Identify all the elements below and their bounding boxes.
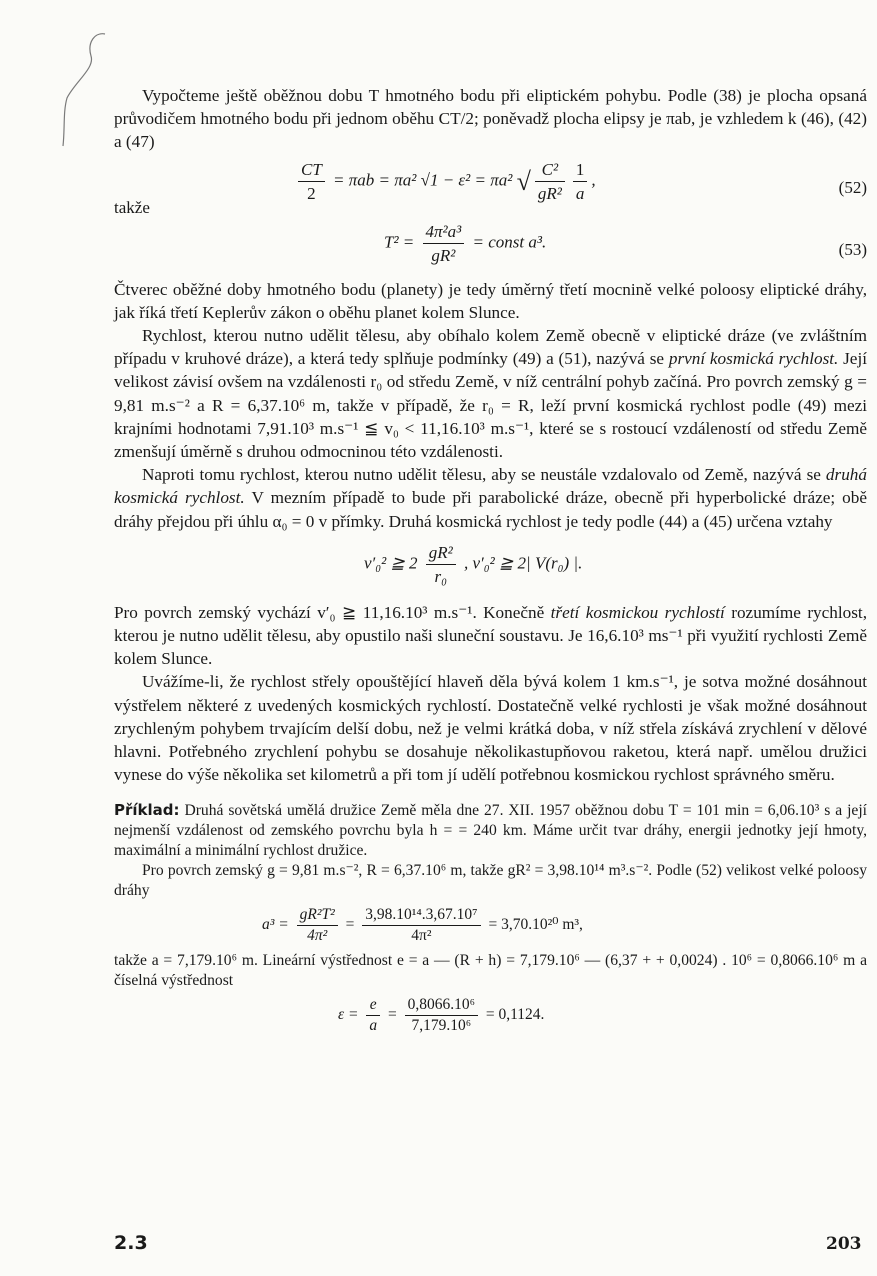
section-number: 2.3 [114,1232,148,1254]
equation-number-53: (53) [838,239,867,259]
page-number: 203 [826,1234,862,1254]
paragraph-second-cosmic: Naproti tomu rychlost, kterou nutno udělit tělesu, aby se neustále vzdalovalo od Země, nazývá se druhá kosmická rychlost. V mezním případě to bude při parabolické dráze, obecně při hyperbolické dráze; obě dráhy přejdou při úhlu α₀ = 0 v přímky. Druhá kosmická rychlost je tedy podle (44) a (45) určena vztahy [114,465,867,531]
paragraph-kepler: Čtverec oběžné doby hmotného bodu (planety) je tedy úměrný třetí mocnině velké poloosy eliptické dráhy, jak říká třetí Keplerův zákon o oběhu planet kolem Slunce. [114,279,867,322]
margin-pencil-mark [55,28,115,168]
label-takze: takže [114,197,150,217]
eq52-middle: = πab = πa² √1 − ε² = πa² [333,170,513,190]
paragraph-third-cosmic: Pro povrch zemský vychází v′₀ ≧ 11,16.10³ m.s⁻¹. Konečně třetí kosmickou rychlostí rozumíme rychlost, kterou je nutno udělit tělesu, aby opustilo naši sluneční soustavu. Je 16,6.10³ ms⁻¹ při využití rychlosti Země kolem Slunce. [114,602,868,669]
equation-53: T² = $\frac{\text{4π²a³}}{\text{gR²}}$ = const a³. (53) [384,221,867,265]
example-title: Příklad: [114,801,180,820]
example-given: Pro povrch zemský g = 9,81 m.s⁻², R = 6,37.10⁶ m, takže gR² = 3,98.10¹⁴ m³.s⁻². Podle (52) velikost velké poloosy dráhy [114,862,867,900]
equation-52: takže $\frac{CT}{2}$ = πab = πa² √1 − ε² = πa² √ $\frac{\text{C²}}{\text{gR²}}$ $\frac{1}{a}$ , (52) [114,158,867,216]
equation-eccentricity: ε = $\frac{e}{a}$ = $\frac{\text{0,8066.10⁶}}{\text{7,179.10⁶}}$ = 0,1124. [338,996,545,1035]
page-body [114,84,867,1041]
paragraph-rocket: Uvážíme-li, že rychlost střely opouštějící hlaveň děla bývá kolem 1 km.s⁻¹, je sotva možné dosáhnout výstřelem některé z uvedených kosmických rychlostí. Dostatečně velké rychlosti je však možné dosáhnout zrychleným pohybem trvajícím delší dobu, než je velmi krátká doba, v níž střela získává zrychlení v dělové hlavni. Potřebného zrychlení pohybu se dosahuje několikastupňovou raketou, která např. umělou družici vynese do výše několika set kilometrů a při tom jí udělí potřebnou kosmickou rychlost správného směru. [114,672,867,785]
paragraph-orbital-period: Vypočteme ještě oběžnou dobu T hmotného bodu při eliptickém pohybu. Podle (38) je plocha opsaná průvodičem hmotného bodu při jednom oběhu CT/2; poněvadž plocha elipsy je πab, je vzhledem k (46), (42) a (47) [114,86,867,152]
paragraph-first-cosmic: Rychlost, kterou nutno udělit tělesu, aby obíhalo kolem Země obecně v eliptické dráze (ve zvláštním případu v kruhové dráze), a která tedy splňuje podmínky (49) a (51), nazývá se první kosmická rychlost. Její velikost závisí ovšem na vzdálenosti r₀ od středu Země, v níž centrální pohyb začíná. Pro povrch zemský g = 9,81 m.s⁻² a R = 6,37.10⁶ m, takže v případě, že r₀ = R, leží první kosmická rychlost podle (49) mezi krajními hodnotami 7,91.10³ m.s⁻¹ ≦ v₀ < 11,16.10³ m.s⁻¹, které se s rostoucí vzdáleností od středu Země zmenšují úměrně s druhou odmocninou této vzdálenosti. [114,326,867,462]
equation-second-cosmic: v′₀² ≧ 2 $\frac{\text{gR²}}{\text{r₀}}$ , v′₀² ≧ 2| V(r₀) |. [364,542,583,587]
equation-semimajor-axis: a³ = $\frac{\text{gR²T²}}{\text{4π²}}$ = $\frac{\text{3,98.10¹⁴.3,67.10⁷}}{\text{4π²}}$ = 3,70.10²⁰ m³, [262,906,583,945]
sqrt-icon: √ [516,166,531,196]
example-box [114,800,867,1041]
example-statement: Příklad: Druhá sovětská umělá družice Země měla dne 27. XII. 1957 oběžnou dobu T = 101 min = 6,06.10³ s a její nejmenší vzdálenost od zemského povrchu byla h = = 240 km. Máme určit tvar dráhy, energii jednotky její hmoty, maximální a minimální rychlost družice. [114,801,867,860]
eq52-lhs-fraction: $\frac{CT}{2}$ [298,158,325,205]
example-eccentricity-text: takže a = 7,179.10⁶ m. Lineární výstřednost e = a — (R + h) = 7,179.10⁶ — (6,37 + + 0,0024) . 10⁶ = 0,8066.10⁶ m a číselná výstřednost [114,952,867,990]
equation-number-52: (52) [838,177,867,197]
